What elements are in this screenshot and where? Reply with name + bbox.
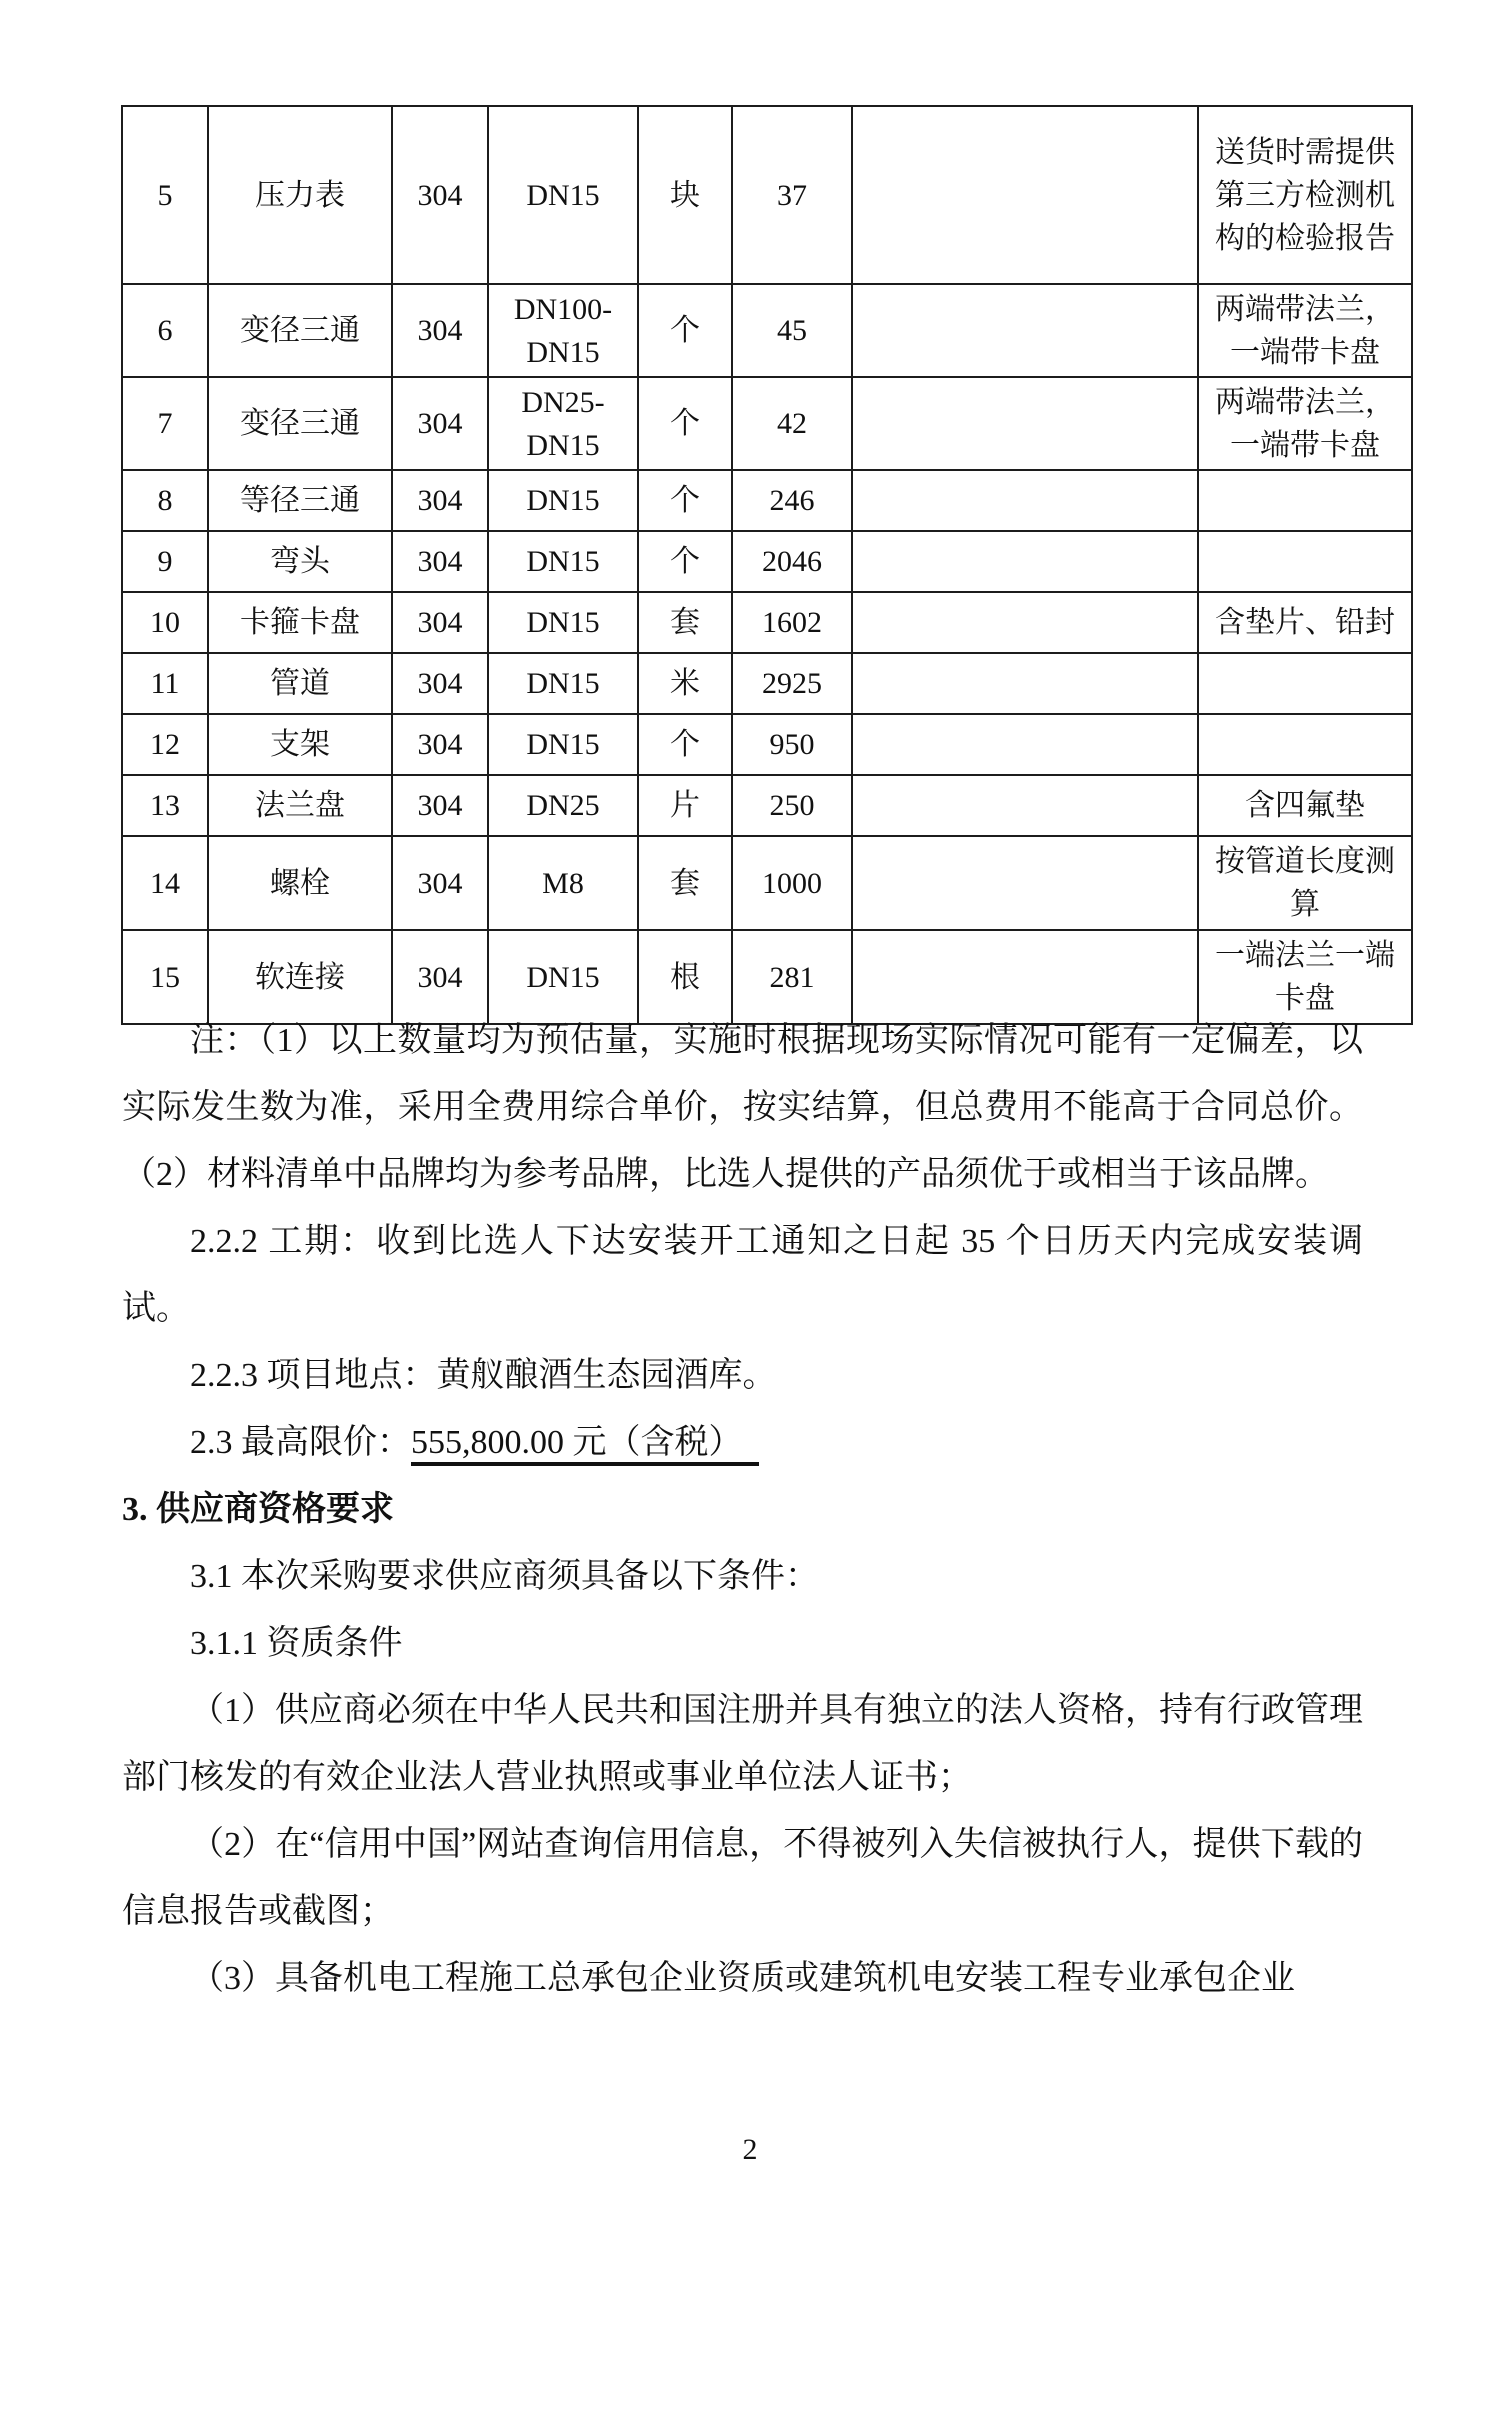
- cell-seq: 14: [122, 836, 208, 930]
- cell-seq: 8: [122, 470, 208, 531]
- cell-name: 压力表: [208, 106, 392, 284]
- cell-brand: [852, 714, 1198, 775]
- cell-unit: 个: [638, 377, 732, 470]
- clause-3-1: 3.1 本次采购要求供应商须具备以下条件：: [190, 1558, 819, 1595]
- cell-brand: [852, 775, 1198, 836]
- clause-2-2-3-location: 2.2.3 项目地点：黄舣酿酒生态园酒库。: [190, 1357, 777, 1394]
- table-row: [122, 592, 1412, 653]
- cell-unit: 根: [638, 930, 732, 1024]
- cell-unit: 个: [638, 714, 732, 775]
- table-row: [122, 531, 1412, 592]
- cell-spec: DN25: [488, 775, 638, 836]
- cell-unit: 片: [638, 775, 732, 836]
- cell-name: 弯头: [208, 531, 392, 592]
- cell-brand: [852, 284, 1198, 377]
- cell-spec: DN15: [488, 653, 638, 714]
- note-paragraph: 注：（1）以上数量均为预估量，实施时根据现场实际情况可能有一定偏差，以实际发生数为准，采用全费用综合单价，按实结算，但总费用不能高于合同总价。（2）材料清单中品牌均为参考品牌，比选人提供的产品须优于或相当于该品牌。: [122, 1022, 1363, 1193]
- cell-name: 变径三通: [208, 377, 392, 470]
- cell-material: 304: [392, 531, 488, 592]
- cell-qty: 2046: [732, 531, 852, 592]
- cell-brand: [852, 531, 1198, 592]
- cell-spec: DN15: [488, 470, 638, 531]
- cell-unit: 套: [638, 836, 732, 930]
- cell-brand: [852, 836, 1198, 930]
- price-label: 2.3 最高限价：: [190, 1424, 411, 1461]
- cell-qty: 2925: [732, 653, 852, 714]
- clause-2-3-price: [122, 1409, 1363, 1476]
- cell-brand: [852, 592, 1198, 653]
- cell-qty: 246: [732, 470, 852, 531]
- cell-qty: 45: [732, 284, 852, 377]
- cell-qty: 1000: [732, 836, 852, 930]
- cell-qty: 950: [732, 714, 852, 775]
- table-row: [122, 470, 1412, 531]
- cell-remark: 一端法兰一端卡盘: [1198, 930, 1412, 1024]
- cell-material: 304: [392, 714, 488, 775]
- cell-qty: 1602: [732, 592, 852, 653]
- cell-name: 法兰盘: [208, 775, 392, 836]
- cell-material: 304: [392, 836, 488, 930]
- cell-name: 管道: [208, 653, 392, 714]
- cell-material: 304: [392, 377, 488, 470]
- cell-unit: 块: [638, 106, 732, 284]
- table-row: [122, 714, 1412, 775]
- page-number: 2: [742, 2133, 758, 2166]
- cell-spec: DN15: [488, 106, 638, 284]
- table-row: [122, 106, 1412, 284]
- cell-name: 变径三通: [208, 284, 392, 377]
- table-row: [122, 836, 1412, 930]
- cell-seq: 6: [122, 284, 208, 377]
- cell-spec: DN15: [488, 714, 638, 775]
- cell-spec: DN15: [488, 930, 638, 1024]
- cell-material: 304: [392, 930, 488, 1024]
- cell-unit: 米: [638, 653, 732, 714]
- materials-table: [121, 105, 1413, 1025]
- cell-brand: [852, 106, 1198, 284]
- cell-name: 卡箍卡盘: [208, 592, 392, 653]
- table-row: [122, 284, 1412, 377]
- cell-remark: 按管道长度测算: [1198, 836, 1412, 930]
- cell-brand: [852, 653, 1198, 714]
- table-row: [122, 775, 1412, 836]
- cell-seq: 10: [122, 592, 208, 653]
- cell-qty: 250: [732, 775, 852, 836]
- cell-seq: 12: [122, 714, 208, 775]
- cell-brand: [852, 470, 1198, 531]
- cell-remark: 送货时需提供第三方检测机构的检验报告: [1198, 106, 1412, 284]
- cell-spec: DN25-DN15: [488, 377, 638, 470]
- table-row: [122, 377, 1412, 470]
- cell-remark: 含四氟垫: [1198, 775, 1412, 836]
- cell-material: 304: [392, 106, 488, 284]
- cell-name: 软连接: [208, 930, 392, 1024]
- cell-spec: DN15: [488, 531, 638, 592]
- cell-spec: DN15: [488, 592, 638, 653]
- cell-name: 螺栓: [208, 836, 392, 930]
- cell-qty: 281: [732, 930, 852, 1024]
- cell-remark: 含垫片、铅封: [1198, 592, 1412, 653]
- cell-qty: 42: [732, 377, 852, 470]
- cell-seq: 13: [122, 775, 208, 836]
- cell-unit: 个: [638, 284, 732, 377]
- cell-qty: 37: [732, 106, 852, 284]
- body-text: [122, 1007, 1363, 2012]
- cell-unit: 个: [638, 470, 732, 531]
- qualification-item-1: （1）供应商必须在中华人民共和国注册并具有独立的法人资格，持有行政管理部门核发的有效企业法人营业执照或事业单位法人证书；: [122, 1692, 1363, 1796]
- cell-seq: 11: [122, 653, 208, 714]
- cell-spec: M8: [488, 836, 638, 930]
- cell-material: 304: [392, 653, 488, 714]
- qualification-item-3: （3）具备机电工程施工总承包企业资质或建筑机电安装工程专业承包企业: [190, 1960, 1295, 1997]
- cell-material: 304: [392, 470, 488, 531]
- section-3-heading: 3. 供应商资格要求: [122, 1491, 394, 1528]
- clause-2-2-2-duration: 2.2.2 工期：收到比选人下达安装开工通知之日起 35 个日历天内完成安装调试。: [122, 1223, 1363, 1327]
- cell-seq: 9: [122, 531, 208, 592]
- cell-name: 等径三通: [208, 470, 392, 531]
- cell-remark: [1198, 714, 1412, 775]
- cell-seq: 7: [122, 377, 208, 470]
- cell-seq: 15: [122, 930, 208, 1024]
- cell-remark: 两端带法兰，一端带卡盘: [1198, 284, 1412, 377]
- cell-remark: [1198, 653, 1412, 714]
- cell-name: 支架: [208, 714, 392, 775]
- cell-remark: 两端带法兰，一端带卡盘: [1198, 377, 1412, 470]
- cell-spec: DN100-DN15: [488, 284, 638, 377]
- cell-seq: 5: [122, 106, 208, 284]
- cell-material: 304: [392, 284, 488, 377]
- cell-material: 304: [392, 775, 488, 836]
- price-value: 555,800.00 元（含税）: [411, 1424, 759, 1466]
- cell-remark: [1198, 470, 1412, 531]
- qualification-item-2: （2）在“信用中国”网站查询信用信息，不得被列入失信被执行人，提供下载的信息报告或截图；: [122, 1826, 1363, 1930]
- cell-unit: 套: [638, 592, 732, 653]
- cell-remark: [1198, 531, 1412, 592]
- table-row: [122, 653, 1412, 714]
- clause-3-1-1: 3.1.1 资质条件: [190, 1625, 403, 1662]
- cell-material: 304: [392, 592, 488, 653]
- cell-unit: 个: [638, 531, 732, 592]
- cell-brand: [852, 377, 1198, 470]
